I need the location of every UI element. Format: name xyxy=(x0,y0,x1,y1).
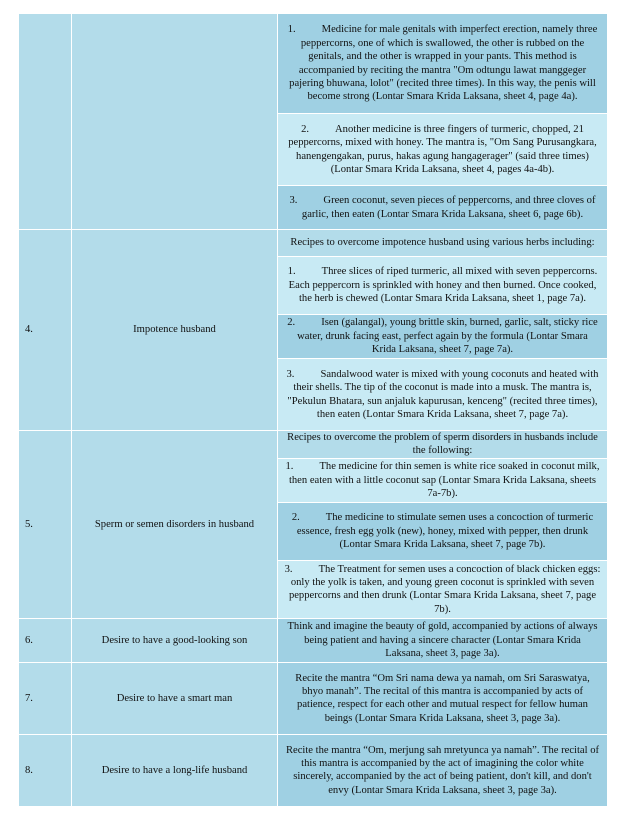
recipe-text: The medicine for thin semen is white rice soaked in coconut milk, then eaten with a little coconut sap (Lontar Smara Krida Laksana, sheets 7a-7b). xyxy=(288,461,600,500)
recipes-table-body xyxy=(19,14,608,807)
group-label-cell: Sperm or semen disorders in husband xyxy=(72,431,278,619)
item-index: 3. xyxy=(284,563,293,575)
recipe-text: Another medicine is three fingers of turmeric, chopped, 21 peppercorns, mixed with honey. The mantra is, "Om Sang Purusangkara, hanengengakan, purus, hakas agung hangagerager" (said three times) (Lontar Smara Krida Laksana, sheet 4, pages 4a-4b). xyxy=(288,123,597,175)
group-number-cell: 4. xyxy=(19,230,72,431)
item-index: 1. xyxy=(287,24,296,36)
recipe-text: Sandalwood water is mixed with young coconuts and heated with their shells. The tip of the coconut is made into a musk. The mantra is, "Pekulun Bhatara, sun anjaluk kapurusan, kenceng" (recited three times), then eaten (Lontar Smara Krida Laksana, sheet 7, page 7a). xyxy=(287,368,599,420)
recipe-cell xyxy=(278,458,608,502)
table-row xyxy=(19,618,608,662)
group-number-cell: 5. xyxy=(19,431,72,619)
recipe-cell xyxy=(278,230,608,257)
group-number-cell: 6. xyxy=(19,618,72,662)
recipe-cell xyxy=(278,431,608,459)
group-number-cell: 7. xyxy=(19,662,72,734)
table-row xyxy=(19,431,608,459)
item-index: 1. xyxy=(287,266,296,278)
item-index: 2. xyxy=(301,123,310,135)
table-row xyxy=(19,14,608,114)
recipe-cell xyxy=(278,734,608,806)
recipe-text: Isen (galangal), young brittle skin, burned, garlic, salt, sticky rice water, drunk facing east, perfect again by the formula (Lontar Smara Krida Laksana, sheet 7, page 7a). xyxy=(297,317,598,356)
item-index: 2. xyxy=(287,317,296,329)
recipe-text: The medicine to stimulate semen uses a concoction of turmeric essence, fresh egg yolk (new), honey, mixed with pepper, then drunk (Lontar Smara Krida Laksana, sheet 7, page 7b). xyxy=(296,512,594,551)
recipe-cell xyxy=(278,14,608,114)
group-label-cell xyxy=(72,14,278,230)
item-index: 1. xyxy=(285,461,294,473)
recipe-cell xyxy=(278,359,608,431)
recipe-cell xyxy=(278,502,608,560)
group-number-cell xyxy=(19,14,72,230)
recipe-text: Think and imagine the beauty of gold, accompanied by actions of always being patient and having a sincere character (Lontar Smara Krida Laksana, sheet 3, page 3a). xyxy=(287,621,598,660)
item-index: 3. xyxy=(286,368,295,380)
recipe-cell xyxy=(278,257,608,315)
table-row xyxy=(19,230,608,257)
recipe-text: Recite the mantra “Om, merjung sah mretyunca ya namah”. The recital of this mantra is accompanied by the act of imagining the color white sincerely, accompanied by the act of being patient, don't kill, and don't envy (Lontar Smara Krida Laksana, sheet 3, page 3a). xyxy=(285,744,600,796)
group-label-cell: Desire to have a long-life husband xyxy=(72,734,278,806)
item-index: 2. xyxy=(291,512,300,524)
recipe-text: Recite the mantra “Om Sri nama dewa ya namah, om Sri Saraswatya, bhyo manah”. The recital of this mantra is accompanied by acts of patience, respect for each other and mutual respect for fellow human beings (Lontar Smara Krida Laksana, sheet 3, page 3a). xyxy=(295,672,590,724)
recipe-cell xyxy=(278,315,608,359)
recipe-text: Three slices of riped turmeric, all mixed with seven peppercorns. Each peppercorn is sprinkled with honey and then burned. Once cooked, the herb is chewed (Lontar Smara Krida Laksana, sheet 1, page 7a). xyxy=(288,266,598,305)
recipe-text: The Treatment for semen uses a concoction of black chicken eggs: only the yolk is taken, and young green coconut is sprinkled with seven peppercorns and then drunk (Lontar Smara Krida Laksana, sheet 7, page 7b). xyxy=(288,563,601,615)
group-label-cell: Desire to have a good-looking son xyxy=(72,618,278,662)
recipe-cell xyxy=(278,618,608,662)
recipe-cell xyxy=(278,662,608,734)
recipe-cell xyxy=(278,560,608,618)
group-number-cell: 8. xyxy=(19,734,72,806)
group-label-cell: Desire to have a smart man xyxy=(72,662,278,734)
group-label-cell: Impotence husband xyxy=(72,230,278,431)
recipe-text: Recipes to overcome impotence husband using various herbs including: xyxy=(290,237,595,249)
recipe-text: Recipes to overcome the problem of sperm disorders in husbands include the following: xyxy=(287,432,598,457)
table-row xyxy=(19,662,608,734)
recipe-cell xyxy=(278,114,608,186)
recipe-text: Medicine for male genitals with imperfect erection, namely three peppercorns, one of which is swallowed, the other is rubbed on the genitals, and the other is wrapped in your pants. This method is accompanied by reciting the mantra "Om odtungu lawat manggeger pajering bhuwana, lolot" (recited three times). In this way, the penis will become strong (Lontar Smara Krida Laksana, sheet 4, page 4a). xyxy=(289,24,598,103)
recipe-text: Green coconut, seven pieces of peppercorns, and three cloves of garlic, then eaten (Lontar Smara Krida Laksana, sheet 6, page 6b). xyxy=(301,195,596,220)
recipe-cell xyxy=(278,186,608,230)
table-row xyxy=(19,734,608,806)
item-index: 3. xyxy=(289,195,298,207)
recipes-table xyxy=(18,13,608,807)
